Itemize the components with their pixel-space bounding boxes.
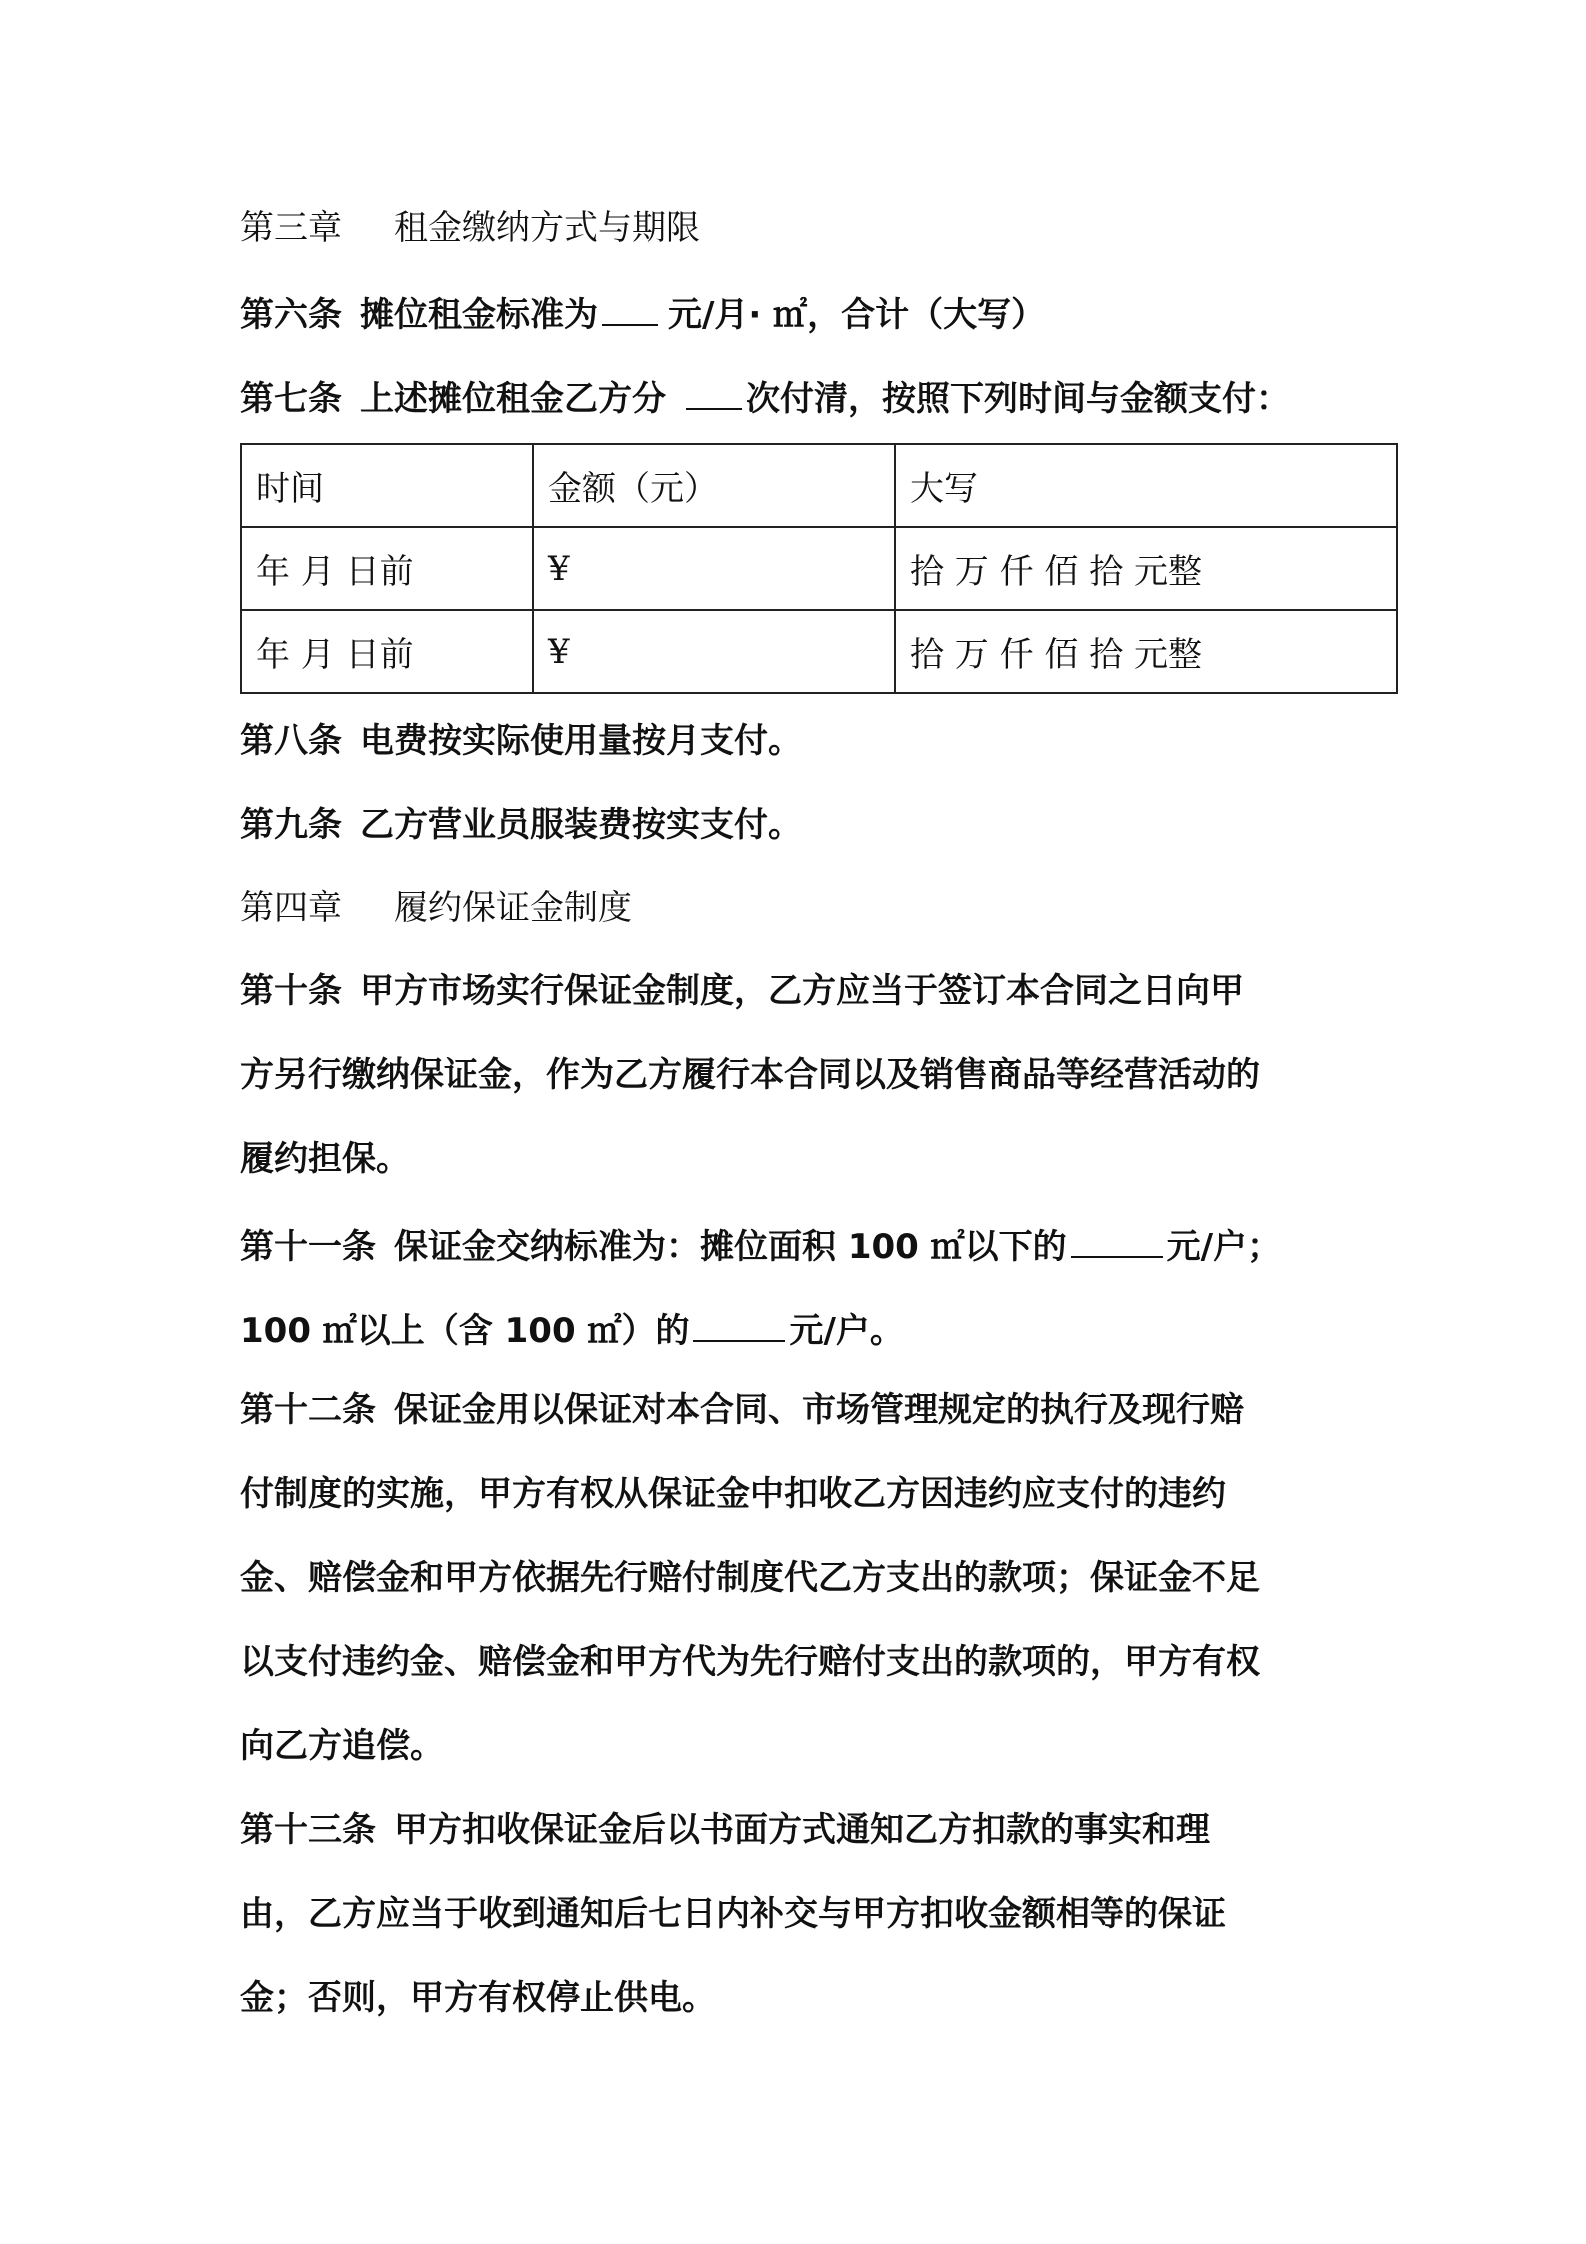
article-text: 100 ㎡以上（含 100 ㎡）的 <box>240 1311 690 1351</box>
table-row <box>241 610 1397 693</box>
cell-uppercase-amount: 拾 万 仟 佰 拾 元整 <box>895 527 1397 610</box>
article-text: 乙方营业员服装费按实支付。 <box>360 805 802 845</box>
article-13-line-1 <box>240 1806 1210 1854</box>
article-text: 元/户； <box>1166 1227 1282 1267</box>
article-number: 第六条 <box>240 295 342 335</box>
article-6 <box>240 286 1045 339</box>
article-text: 摊位租金标准为 <box>360 295 598 335</box>
article-11-line-1 <box>240 1218 1281 1271</box>
cell-date: 年 月 日前 <box>241 610 533 693</box>
article-number: 第十一条 <box>240 1227 376 1267</box>
article-10-line-3: 履约担保。 <box>240 1139 410 1179</box>
article-text: 元/户。 <box>789 1311 904 1351</box>
article-9 <box>240 801 802 849</box>
article-12-line-1 <box>240 1386 1244 1434</box>
article-13-line-3: 金；否则，甲方有权停止供电。 <box>240 1978 716 2018</box>
article-8 <box>240 717 802 765</box>
article-number: 第七条 <box>240 379 342 419</box>
deposit-large-blank <box>693 1302 785 1342</box>
article-number: 第十二条 <box>240 1390 376 1430</box>
article-text: 甲方扣收保证金后以书面方式通知乙方扣款的事实和理 <box>394 1810 1210 1850</box>
chapter-4-heading <box>240 884 632 932</box>
article-10-line-1 <box>240 967 1244 1015</box>
header-uppercase: 大写 <box>895 444 1397 527</box>
article-number: 第八条 <box>240 721 342 761</box>
article-text: 保证金用以保证对本合同、市场管理规定的执行及现行赔 <box>394 1390 1244 1430</box>
article-text: 上述摊位租金乙方分 <box>360 379 666 419</box>
chapter-number: 第四章 <box>240 888 342 928</box>
cell-amount: ¥ <box>533 527 895 610</box>
table-row <box>241 527 1397 610</box>
article-number: 第十条 <box>240 971 342 1011</box>
chapter-title: 履约保证金制度 <box>394 888 632 928</box>
installments-blank <box>686 370 742 410</box>
rent-rate-blank <box>602 286 658 326</box>
chapter-number: 第三章 <box>240 208 342 248</box>
chapter-3-heading <box>240 204 700 252</box>
header-time: 时间 <box>241 444 533 527</box>
article-12-line-4: 以支付违约金、赔偿金和甲方代为先行赔付支出的款项的，甲方有权 <box>240 1642 1260 1682</box>
article-text: 甲方市场实行保证金制度，乙方应当于签订本合同之日向甲 <box>360 971 1244 1011</box>
article-12-line-2: 付制度的实施，甲方有权从保证金中扣收乙方因违约应支付的违约 <box>240 1474 1226 1514</box>
cell-date: 年 月 日前 <box>241 527 533 610</box>
cell-uppercase-amount: 拾 万 仟 佰 拾 元整 <box>895 610 1397 693</box>
article-10-line-2: 方另行缴纳保证金，作为乙方履行本合同以及销售商品等经营活动的 <box>240 1055 1260 1095</box>
article-text: 保证金交纳标准为：摊位面积 100 ㎡以下的 <box>394 1227 1067 1267</box>
payment-schedule-table <box>240 443 1398 694</box>
article-11-line-2 <box>240 1302 904 1355</box>
article-12-line-3: 金、赔偿金和甲方依据先行赔付制度代乙方支出的款项；保证金不足 <box>240 1558 1260 1598</box>
deposit-small-blank <box>1071 1218 1163 1258</box>
article-text: 电费按实际使用量按月支付。 <box>360 721 802 761</box>
article-7 <box>240 370 1290 423</box>
article-12-line-5: 向乙方追偿。 <box>240 1726 444 1766</box>
article-text: 次付清，按照下列时间与金额支付： <box>746 379 1290 419</box>
chapter-title: 租金缴纳方式与期限 <box>394 208 700 248</box>
header-amount: 金额（元） <box>533 444 895 527</box>
article-number: 第十三条 <box>240 1810 376 1850</box>
article-13-line-2: 由，乙方应当于收到通知后七日内补交与甲方扣收金额相等的保证 <box>240 1894 1226 1934</box>
article-number: 第九条 <box>240 805 342 845</box>
table-header-row <box>241 444 1397 527</box>
cell-amount: ¥ <box>533 610 895 693</box>
article-text: 元/月· ㎡，合计（大写） <box>668 295 1046 335</box>
